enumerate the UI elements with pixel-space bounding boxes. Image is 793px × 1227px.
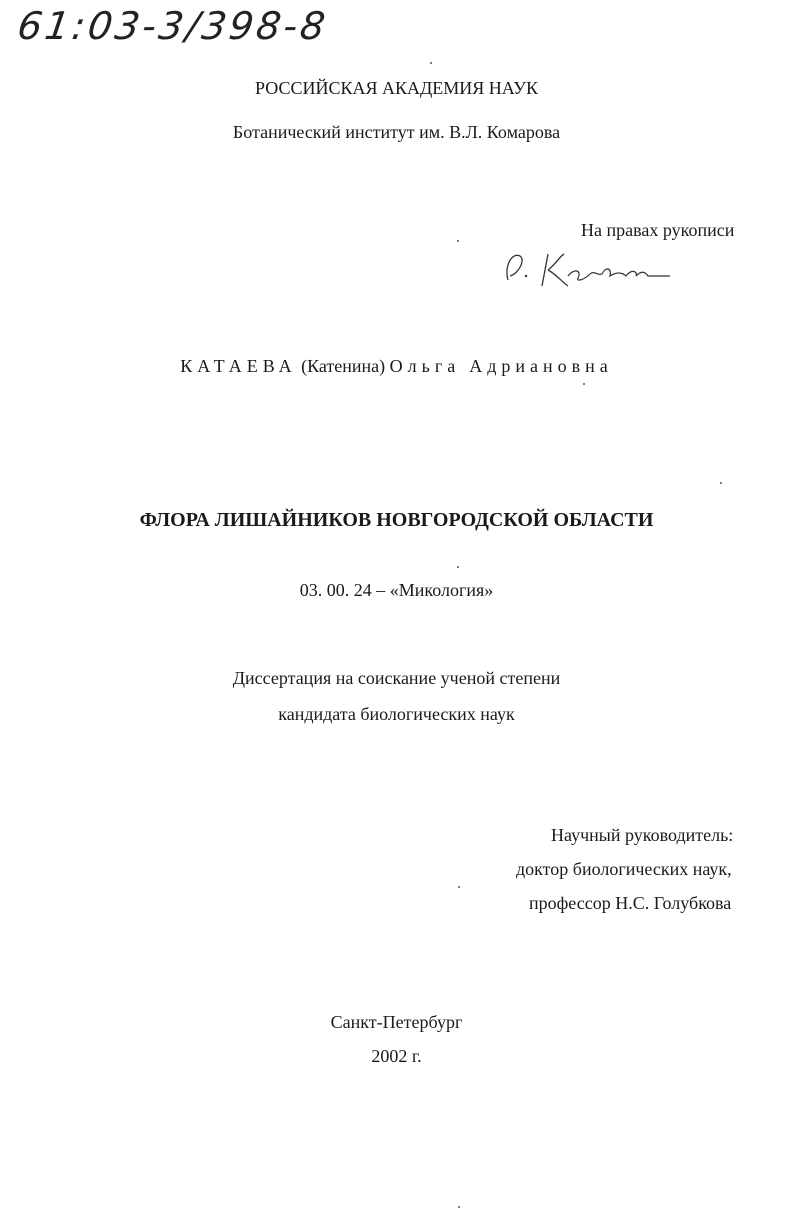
- scan-speck: [457, 566, 459, 568]
- thesis-title: ФЛОРА ЛИШАЙНИКОВ НОВГОРОДСКОЙ ОБЛАСТИ: [139, 509, 654, 531]
- archive-code: 61:03-3/398-8: [14, 4, 331, 48]
- scan-speck: [458, 1206, 460, 1208]
- degree-line-1: Диссертация на соискание ученой степени: [232, 668, 561, 688]
- institute-name: Ботанический институт им. В.Л. Комарова: [232, 122, 561, 142]
- scan-speck: [430, 62, 432, 64]
- degree-line-2: кандидата биологических наук: [278, 704, 515, 724]
- scan-speck: [458, 886, 460, 888]
- signature: [498, 246, 673, 292]
- academy-name: РОССИЙСКАЯ АКАДЕМИЯ НАУК: [255, 78, 538, 98]
- specialty-code: 03. 00. 24 – «Микология»: [299, 580, 494, 600]
- author-surname: КАТАЕВА: [180, 356, 297, 376]
- author-patronymic: Адриановна: [469, 356, 613, 376]
- scan-speck: [457, 240, 459, 242]
- author-line: [0, 356, 793, 377]
- supervisor-degree: доктор биологических наук,: [516, 859, 732, 879]
- city: Санкт-Петербург: [330, 1012, 463, 1032]
- scan-speck: [720, 482, 722, 484]
- author-maiden-name: (Катенина): [301, 356, 386, 376]
- supervisor-label: Научный руководитель:: [551, 825, 734, 845]
- supervisor-name: профессор Н.С. Голубкова: [529, 893, 732, 913]
- rights-note: На правах рукописи: [581, 220, 735, 240]
- author-first-name: Ольга: [389, 356, 461, 376]
- scan-speck: [583, 383, 585, 385]
- year: 2002 г.: [371, 1046, 422, 1066]
